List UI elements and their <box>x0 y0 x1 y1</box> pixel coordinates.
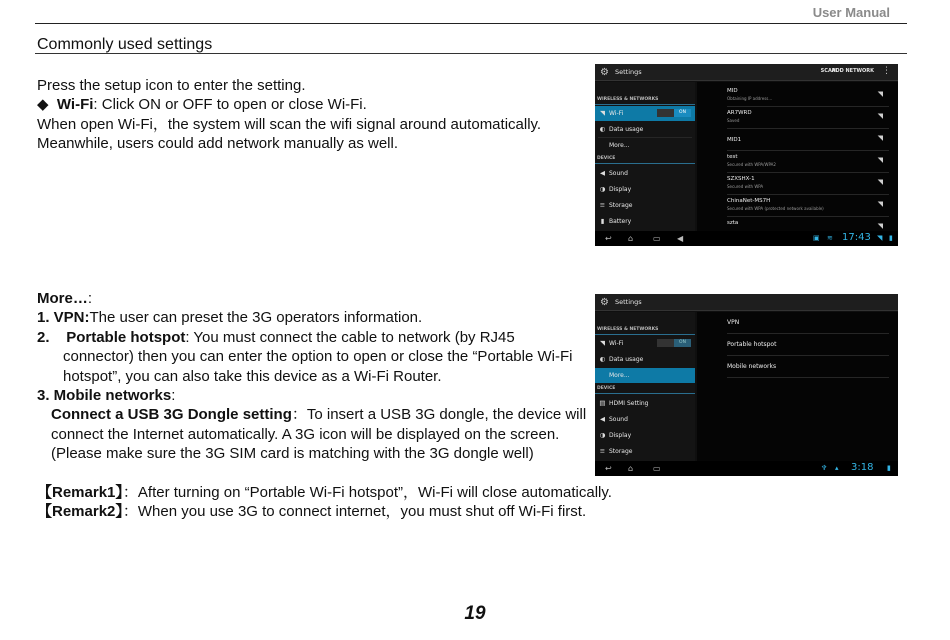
overflow-menu-icon[interactable]: ⋮ <box>882 66 891 76</box>
sidebar-item-label: Data usage <box>609 126 644 133</box>
remark-1-text: ：After turning on “Portable Wi-Fi hotspot”，Wi-Fi will close automatically. <box>122 484 612 501</box>
sidebar-item-sound[interactable] <box>595 166 695 181</box>
network-status: Saved <box>727 118 740 123</box>
volume-icon[interactable]: ◀ <box>677 234 684 243</box>
system-nav-bar <box>595 461 898 476</box>
network-name: SZXSHX-1 <box>727 176 755 182</box>
sidebar-item-label: Sound <box>609 416 628 423</box>
sidebar-item-label: Display <box>609 432 632 439</box>
category-wireless: WIRELESS & NETWORKS <box>597 97 659 102</box>
sidebar-item-label: Storage <box>609 448 633 455</box>
more-title: More… <box>37 290 88 307</box>
sidebar-item-label: Battery <box>609 218 632 225</box>
data-usage-icon: ◐ <box>599 355 606 363</box>
mobile-networks-colon: : <box>171 387 176 404</box>
bullet-diamond-icon: ◆ <box>37 96 49 113</box>
sidebar-item-sound[interactable] <box>595 412 695 427</box>
settings-title: Settings <box>615 68 642 76</box>
section-divider <box>35 53 907 54</box>
network-item[interactable] <box>727 86 889 107</box>
network-item[interactable] <box>727 130 889 151</box>
wifi-icon: ◥ <box>600 339 605 347</box>
battery-status-icon: ▮ <box>887 464 891 472</box>
remark-2 <box>37 502 586 522</box>
wifi-signal-icon: ◥ <box>877 112 883 120</box>
sidebar-item-more[interactable] <box>595 368 695 383</box>
wifi-toggle[interactable] <box>657 339 691 347</box>
back-icon[interactable]: ↩ <box>605 234 612 243</box>
sidebar-item-label: Storage <box>609 202 633 209</box>
settings-gear-icon: ⚙ <box>600 67 609 78</box>
option-mobile-networks[interactable] <box>727 356 889 378</box>
remark-2-text: ：When you use 3G to connect internet，you must shut off Wi-Fi first. <box>122 503 587 520</box>
battery-icon: ▮ <box>600 217 605 225</box>
recent-apps-icon[interactable]: ▭ <box>653 464 661 473</box>
more-settings-screenshot <box>595 294 898 476</box>
category-device: DEVICE <box>597 156 616 161</box>
category-wireless: WIRELESS & NETWORKS <box>597 327 659 332</box>
hotspot-line-2: connector) then you can enter the option to open or close the “Portable Wi-Fi <box>63 348 573 365</box>
mobile-networks-label: 3. Mobile networks <box>37 387 172 404</box>
sidebar-item-label: Wi-Fi <box>609 340 624 347</box>
network-item[interactable] <box>727 152 889 173</box>
wifi-settings-screenshot <box>595 64 898 246</box>
network-name: test <box>727 154 738 160</box>
network-status: Secured with WPA (protected network available) <box>727 206 824 211</box>
network-name: MID1 <box>727 137 742 143</box>
display-icon: ◑ <box>599 185 606 193</box>
usb-text-1: ：To insert a USB 3G dongle, the device will <box>291 406 587 423</box>
scan-button[interactable]: SCAN <box>820 68 836 74</box>
hotspot-line-3: hotspot”, you can also take this device as a Wi-Fi Router. <box>63 368 442 385</box>
battery-status-icon: ▮ <box>889 234 893 242</box>
sidebar-item-label: HDMI Setting <box>609 400 649 407</box>
hdmi-icon: ▤ <box>599 399 606 407</box>
settings-sidebar <box>595 82 695 231</box>
manual-header: User Manual <box>812 5 890 20</box>
network-name: szta <box>727 220 739 226</box>
wifi-network-list <box>697 82 898 231</box>
header-divider <box>35 23 907 24</box>
sidebar-item-display[interactable] <box>595 182 695 197</box>
vpn-line <box>37 308 422 328</box>
wifi-label: Wi-Fi <box>56 96 94 113</box>
storage-icon: ≡ <box>599 201 606 209</box>
sidebar-item-display[interactable] <box>595 428 695 443</box>
option-label: VPN <box>727 319 740 326</box>
back-icon[interactable]: ↩ <box>605 464 612 473</box>
recent-apps-icon[interactable]: ▭ <box>653 234 661 243</box>
add-network-button[interactable]: ADD NETWORK <box>831 68 874 74</box>
mobile-networks-line <box>37 386 175 406</box>
sidebar-item-more[interactable] <box>595 138 695 153</box>
sidebar-item-label: More... <box>609 142 630 149</box>
action-bar <box>595 64 898 81</box>
wifi-signal-icon: ◥ <box>877 178 883 186</box>
vpn-label: 1. VPN: <box>37 309 90 326</box>
remark-1 <box>37 483 612 503</box>
speaker-icon: ◀ <box>600 169 605 177</box>
sidebar-item-battery[interactable] <box>595 214 695 229</box>
network-name: MID <box>727 88 738 94</box>
status-clock: 17:43 <box>842 232 871 243</box>
vpn-text: The user can preset the 3G operators information. <box>89 309 423 326</box>
remark-2-label: 【Remark2】 <box>37 503 123 520</box>
sidebar-item-label: Wi-Fi <box>609 110 624 117</box>
intro-line-1: Press the setup icon to enter the setting. <box>37 77 306 94</box>
sidebar-item-label: Data usage <box>609 356 644 363</box>
network-status: Obtaining IP address... <box>727 96 773 101</box>
android-icon: ▴ <box>835 464 839 472</box>
usb-line-3: (Please make sure the 3G SIM card is matching with the 3G dongle well) <box>51 445 534 462</box>
sidebar-item-label: Display <box>609 186 632 193</box>
remark-1-label: 【Remark1】 <box>37 484 123 501</box>
intro-line-3: When open Wi-Fi，the system will scan the wifi signal around automatically. <box>37 116 542 133</box>
intro-line-4: Meanwhile, users could add network manually as well. <box>37 135 399 152</box>
option-label: Portable hotspot <box>727 341 777 348</box>
home-icon[interactable]: ⌂ <box>628 464 634 473</box>
wifi-signal-icon: ◥ <box>877 200 883 208</box>
network-name: ChinaNet-MS7H <box>727 198 771 204</box>
network-item[interactable] <box>727 108 889 129</box>
sidebar-item-data-usage[interactable] <box>595 122 695 137</box>
usb-line-2: connect the Internet automatically. A 3G icon will be displayed on the screen. <box>51 426 560 443</box>
wifi-signal-icon: ◥ <box>877 90 883 98</box>
settings-gear-icon: ⚙ <box>600 297 609 308</box>
category-device: DEVICE <box>597 386 616 391</box>
network-status: Secured with WPA <box>727 184 764 189</box>
more-heading <box>37 289 92 309</box>
page-number: 19 <box>464 603 486 624</box>
sidebar-item-storage[interactable] <box>595 198 695 213</box>
network-status: Secured with WPA/WPA2 <box>727 162 776 167</box>
home-icon[interactable]: ⌂ <box>628 234 634 243</box>
action-bar <box>595 294 898 311</box>
wifi-status-icon: ◥ <box>877 234 883 242</box>
usb-line-1 <box>51 405 586 425</box>
wifi-signal-icon: ◥ <box>877 134 883 142</box>
toggle-label: ON <box>674 109 691 117</box>
wifi-toggle[interactable] <box>657 109 691 117</box>
usb-label: Connect a USB 3G Dongle setting <box>51 406 292 423</box>
category-divider <box>595 393 695 394</box>
wifi-icon: ◥ <box>600 109 605 117</box>
display-icon: ◑ <box>599 431 606 439</box>
section-title: Commonly used settings <box>37 36 213 53</box>
hotspot-label: Portable hotspot <box>66 329 186 346</box>
sidebar-item-data-usage[interactable] <box>595 352 695 367</box>
settings-title: Settings <box>615 298 642 306</box>
hotspot-text-1: : You must connect the cable to network (by RJ45 <box>185 329 515 346</box>
usb-icon: ♆ <box>821 464 828 472</box>
more-options-list <box>697 312 898 461</box>
wifi-signal-icon: ◥ <box>877 222 883 230</box>
hotspot-line-1 <box>37 328 515 348</box>
wifi-signal-icon: ◥ <box>877 156 883 164</box>
sidebar-item-label: More... <box>609 372 630 379</box>
category-divider <box>595 163 695 164</box>
network-item[interactable] <box>727 174 889 195</box>
category-divider <box>595 104 695 105</box>
option-label: Mobile networks <box>727 363 777 370</box>
option-vpn[interactable] <box>727 312 889 334</box>
more-colon: : <box>87 290 93 307</box>
gallery-icon: ▣ <box>813 234 820 242</box>
category-divider <box>595 334 695 335</box>
sidebar-item-label: Sound <box>609 170 628 177</box>
network-name: AR7WRD <box>727 110 752 116</box>
sidebar-item-wifi[interactable] <box>595 106 695 121</box>
intro-wifi-line <box>37 95 367 115</box>
network-item[interactable] <box>727 196 889 217</box>
option-portable-hotspot[interactable] <box>727 334 889 356</box>
sidebar-item-wifi[interactable] <box>595 336 695 351</box>
system-nav-bar <box>595 231 898 246</box>
wifi-text: : Click ON or OFF to open or close Wi-Fi. <box>93 96 367 113</box>
speaker-icon: ◀ <box>600 415 605 423</box>
status-clock: 3:18 <box>851 462 874 473</box>
hotspot-number: 2. <box>37 329 50 346</box>
toggle-label: ON <box>674 339 691 347</box>
sidebar-item-storage[interactable] <box>595 444 695 459</box>
sidebar-item-hdmi[interactable] <box>595 396 695 411</box>
notification-icon: ≋ <box>827 234 833 242</box>
data-usage-icon: ◐ <box>599 125 606 133</box>
storage-icon: ≡ <box>599 447 606 455</box>
settings-sidebar <box>595 312 695 461</box>
